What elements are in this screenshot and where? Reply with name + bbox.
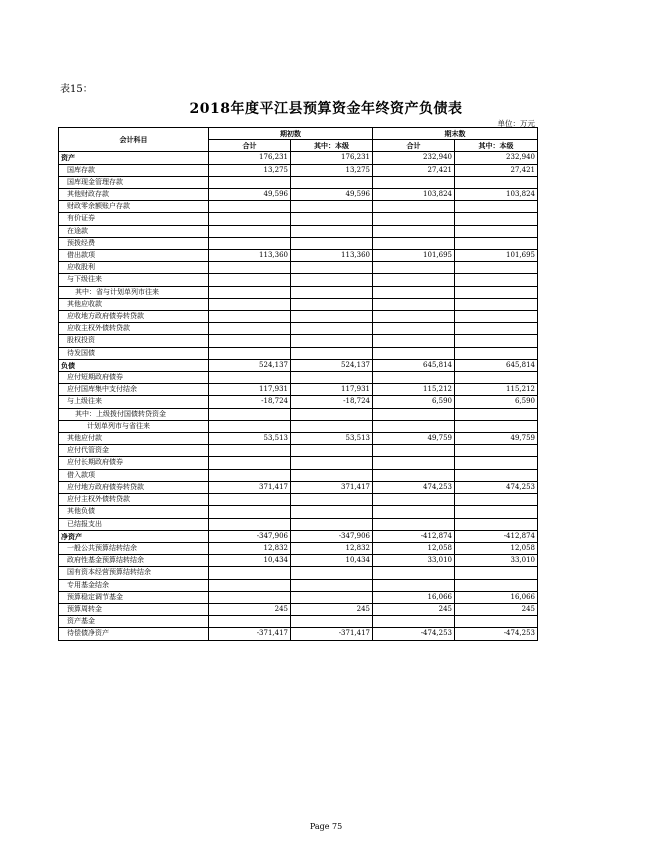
row-label: 应付长期政府债券 <box>59 457 209 469</box>
row-label: 已结报支出 <box>59 518 209 530</box>
column-header-start-total: 合计 <box>209 140 291 152</box>
column-header-start-local: 其中：本级 <box>291 140 373 152</box>
cell-end-total: 6,590 <box>373 396 455 408</box>
table-row <box>59 323 538 335</box>
cell-start-local <box>291 445 373 457</box>
row-label: 与下级往来 <box>59 274 209 286</box>
cell-end-total <box>373 518 455 530</box>
row-label: 其他应收款 <box>59 298 209 310</box>
table-row <box>59 494 538 506</box>
cell-end-local: 33,010 <box>455 555 538 567</box>
cell-end-total: 245 <box>373 603 455 615</box>
cell-end-local <box>455 237 538 249</box>
table-row <box>59 506 538 518</box>
row-label: 国库存款 <box>59 164 209 176</box>
cell-end-local: -412,874 <box>455 530 538 542</box>
table-number-label: 表15： <box>60 84 93 95</box>
cell-end-total <box>373 225 455 237</box>
cell-end-total <box>373 469 455 481</box>
cell-end-total <box>373 372 455 384</box>
balance-sheet-table <box>58 127 538 641</box>
cell-start-local <box>291 176 373 188</box>
row-label: 资产 <box>59 152 209 164</box>
cell-end-total <box>373 616 455 628</box>
table-row <box>59 311 538 323</box>
cell-end-local <box>455 274 538 286</box>
cell-start-local <box>291 323 373 335</box>
cell-end-total: 645,814 <box>373 359 455 371</box>
table-row <box>59 225 538 237</box>
cell-end-total <box>373 567 455 579</box>
table-row <box>59 201 538 213</box>
cell-start-local <box>291 201 373 213</box>
cell-start-total <box>209 408 291 420</box>
cell-end-total: 33,010 <box>373 555 455 567</box>
cell-end-local: 16,066 <box>455 591 538 603</box>
cell-end-total: 12,058 <box>373 542 455 554</box>
cell-start-total: -347,906 <box>209 530 291 542</box>
cell-start-total: 13,275 <box>209 164 291 176</box>
row-label: 计划单列市与省往来 <box>59 420 209 432</box>
table-row <box>59 603 538 615</box>
cell-end-local <box>455 445 538 457</box>
row-label: 应付短期政府债券 <box>59 372 209 384</box>
cell-start-local: -371,417 <box>291 628 373 640</box>
row-label: 应收地方政府债券转贷款 <box>59 311 209 323</box>
row-label: 待发国债 <box>59 347 209 359</box>
cell-end-local <box>455 225 538 237</box>
cell-start-total <box>209 372 291 384</box>
cell-start-total: 117,931 <box>209 384 291 396</box>
cell-end-total <box>373 445 455 457</box>
cell-end-total <box>373 237 455 249</box>
cell-end-local <box>455 408 538 420</box>
cell-start-local: 371,417 <box>291 481 373 493</box>
row-label: 借入款项 <box>59 469 209 481</box>
row-label: 其他负债 <box>59 506 209 518</box>
table-row <box>59 408 538 420</box>
cell-end-local <box>455 457 538 469</box>
cell-end-local: 6,590 <box>455 396 538 408</box>
row-label: 应付主权外债转贷款 <box>59 494 209 506</box>
cell-end-total <box>373 408 455 420</box>
cell-end-local: -474,253 <box>455 628 538 640</box>
cell-end-local <box>455 567 538 579</box>
cell-start-total <box>209 494 291 506</box>
column-header-end-total: 合计 <box>373 140 455 152</box>
table-row <box>59 579 538 591</box>
cell-start-total: 49,596 <box>209 189 291 201</box>
table-row <box>59 335 538 347</box>
column-header-end-local: 其中：本级 <box>455 140 538 152</box>
table-row <box>59 530 538 542</box>
table-row <box>59 481 538 493</box>
cell-start-local <box>291 286 373 298</box>
row-label: 国有资本经营预算结转结余 <box>59 567 209 579</box>
cell-end-local <box>455 262 538 274</box>
cell-end-local: 101,695 <box>455 250 538 262</box>
cell-start-local <box>291 298 373 310</box>
table-row <box>59 237 538 249</box>
table-row <box>59 555 538 567</box>
row-label: 资产基金 <box>59 616 209 628</box>
row-label: 在途款 <box>59 225 209 237</box>
cell-start-local: 524,137 <box>291 359 373 371</box>
table-row <box>59 164 538 176</box>
row-label: 应收股利 <box>59 262 209 274</box>
table-row <box>59 567 538 579</box>
cell-end-local: 232,940 <box>455 152 538 164</box>
table-row <box>59 457 538 469</box>
cell-start-total <box>209 567 291 579</box>
cell-end-local <box>455 311 538 323</box>
cell-end-local <box>455 347 538 359</box>
cell-start-local: 12,832 <box>291 542 373 554</box>
cell-start-total <box>209 298 291 310</box>
row-label: 应付代管资金 <box>59 445 209 457</box>
cell-end-local: 12,058 <box>455 542 538 554</box>
cell-end-total <box>373 274 455 286</box>
header-row-1 <box>59 128 538 140</box>
table-row <box>59 250 538 262</box>
cell-start-total <box>209 237 291 249</box>
cell-end-total: -474,253 <box>373 628 455 640</box>
cell-end-local: 115,212 <box>455 384 538 396</box>
row-label: 国库现金管理存款 <box>59 176 209 188</box>
cell-start-total: 12,832 <box>209 542 291 554</box>
table-row <box>59 372 538 384</box>
cell-end-total: 103,824 <box>373 189 455 201</box>
cell-start-total <box>209 420 291 432</box>
table-body <box>59 152 538 640</box>
table-row <box>59 298 538 310</box>
cell-start-local <box>291 567 373 579</box>
cell-end-total <box>373 335 455 347</box>
cell-start-total: -18,724 <box>209 396 291 408</box>
row-label: 其中：省与计划单列市往来 <box>59 286 209 298</box>
cell-start-local: -18,724 <box>291 396 373 408</box>
cell-start-total <box>209 201 291 213</box>
cell-end-local <box>455 494 538 506</box>
cell-start-local <box>291 616 373 628</box>
cell-end-local: 245 <box>455 603 538 615</box>
row-label: 待偿债净资产 <box>59 628 209 640</box>
cell-start-total <box>209 335 291 347</box>
cell-start-total <box>209 274 291 286</box>
table-row <box>59 628 538 640</box>
cell-end-local <box>455 335 538 347</box>
cell-end-local <box>455 176 538 188</box>
cell-end-local: 49,759 <box>455 433 538 445</box>
column-header-period-end: 期末数 <box>373 128 538 140</box>
cell-end-total <box>373 420 455 432</box>
table-row <box>59 274 538 286</box>
cell-end-total: 101,695 <box>373 250 455 262</box>
cell-start-total: 176,231 <box>209 152 291 164</box>
cell-start-local: 49,596 <box>291 189 373 201</box>
cell-start-total: 53,513 <box>209 433 291 445</box>
table-row <box>59 542 538 554</box>
row-label: 预算稳定调节基金 <box>59 591 209 603</box>
cell-start-local: 10,434 <box>291 555 373 567</box>
cell-end-local <box>455 420 538 432</box>
row-label: 预算周转金 <box>59 603 209 615</box>
cell-end-local: 27,421 <box>455 164 538 176</box>
cell-end-local <box>455 323 538 335</box>
cell-start-total: 113,360 <box>209 250 291 262</box>
row-label: 其中：上级拨付国债转贷资金 <box>59 408 209 420</box>
cell-start-local: 245 <box>291 603 373 615</box>
cell-start-local: -347,906 <box>291 530 373 542</box>
cell-start-total <box>209 176 291 188</box>
cell-start-total <box>209 591 291 603</box>
cell-start-total <box>209 445 291 457</box>
row-label: 财政零余额账户存款 <box>59 201 209 213</box>
cell-end-total <box>373 494 455 506</box>
cell-start-total <box>209 286 291 298</box>
cell-start-local <box>291 213 373 225</box>
table-row <box>59 616 538 628</box>
cell-end-total: -412,874 <box>373 530 455 542</box>
cell-start-total <box>209 323 291 335</box>
cell-end-local <box>455 469 538 481</box>
cell-end-total <box>373 286 455 298</box>
cell-end-total: 16,066 <box>373 591 455 603</box>
cell-end-local <box>455 518 538 530</box>
cell-start-local <box>291 494 373 506</box>
cell-start-total <box>209 616 291 628</box>
cell-end-total <box>373 213 455 225</box>
row-label: 政府性基金预算结转结余 <box>59 555 209 567</box>
cell-end-total: 49,759 <box>373 433 455 445</box>
cell-start-total: 524,137 <box>209 359 291 371</box>
row-label: 应付地方政府债券转贷款 <box>59 481 209 493</box>
row-label: 一般公共预算结转结余 <box>59 542 209 554</box>
cell-start-local: 113,360 <box>291 250 373 262</box>
row-label: 其他应付款 <box>59 433 209 445</box>
cell-start-total <box>209 225 291 237</box>
cell-end-local <box>455 298 538 310</box>
cell-start-local <box>291 237 373 249</box>
cell-end-total <box>373 201 455 213</box>
table-row <box>59 286 538 298</box>
page-number: Page 75 <box>309 822 343 831</box>
row-label: 负债 <box>59 359 209 371</box>
cell-start-local <box>291 420 373 432</box>
table-row <box>59 518 538 530</box>
table-row <box>59 176 538 188</box>
cell-end-local <box>455 372 538 384</box>
cell-start-local <box>291 408 373 420</box>
table-row <box>59 262 538 274</box>
cell-start-local <box>291 579 373 591</box>
table-row <box>59 213 538 225</box>
cell-end-total <box>373 311 455 323</box>
cell-start-local: 13,275 <box>291 164 373 176</box>
cell-end-total: 27,421 <box>373 164 455 176</box>
cell-end-local: 474,253 <box>455 481 538 493</box>
cell-start-total <box>209 518 291 530</box>
row-label: 其他财政存款 <box>59 189 209 201</box>
cell-end-local <box>455 506 538 518</box>
cell-start-total <box>209 579 291 591</box>
cell-end-total <box>373 298 455 310</box>
cell-start-local <box>291 372 373 384</box>
cell-end-total: 474,253 <box>373 481 455 493</box>
row-label: 借出款项 <box>59 250 209 262</box>
column-header-item: 会计科目 <box>59 128 209 152</box>
cell-end-total <box>373 262 455 274</box>
cell-start-local: 53,513 <box>291 433 373 445</box>
unit-label: 单位：万元 <box>497 119 535 128</box>
row-label: 预拨经费 <box>59 237 209 249</box>
cell-end-total <box>373 457 455 469</box>
row-label: 有价证券 <box>59 213 209 225</box>
cell-end-local <box>455 579 538 591</box>
cell-end-total: 115,212 <box>373 384 455 396</box>
cell-start-total: 245 <box>209 603 291 615</box>
cell-start-total: 371,417 <box>209 481 291 493</box>
cell-end-total <box>373 506 455 518</box>
cell-start-local <box>291 591 373 603</box>
cell-end-local <box>455 616 538 628</box>
row-label: 应付国库集中支付结余 <box>59 384 209 396</box>
row-label: 股权投资 <box>59 335 209 347</box>
cell-start-local <box>291 225 373 237</box>
cell-start-total <box>209 311 291 323</box>
column-header-period-start: 期初数 <box>209 128 373 140</box>
table-row <box>59 152 538 164</box>
cell-start-local <box>291 457 373 469</box>
cell-end-total <box>373 579 455 591</box>
cell-start-local <box>291 262 373 274</box>
cell-start-local: 117,931 <box>291 384 373 396</box>
cell-start-total <box>209 262 291 274</box>
cell-start-total: -371,417 <box>209 628 291 640</box>
row-label: 专用基金结余 <box>59 579 209 591</box>
table-row <box>59 420 538 432</box>
table-row <box>59 445 538 457</box>
cell-start-local <box>291 469 373 481</box>
cell-start-total <box>209 457 291 469</box>
table-row <box>59 189 538 201</box>
table-row <box>59 384 538 396</box>
table-row <box>59 469 538 481</box>
cell-end-total <box>373 347 455 359</box>
cell-end-total <box>373 176 455 188</box>
row-label: 与上级往来 <box>59 396 209 408</box>
cell-start-local <box>291 506 373 518</box>
document-title: 2018年度平江县预算资金年终资产负债表 <box>189 101 463 117</box>
cell-end-local <box>455 213 538 225</box>
cell-start-total <box>209 213 291 225</box>
table-row <box>59 347 538 359</box>
table-row <box>59 359 538 371</box>
table-row <box>59 591 538 603</box>
cell-end-local: 645,814 <box>455 359 538 371</box>
cell-start-total <box>209 469 291 481</box>
cell-start-local: 176,231 <box>291 152 373 164</box>
cell-start-local <box>291 274 373 286</box>
cell-end-total: 232,940 <box>373 152 455 164</box>
cell-end-local <box>455 286 538 298</box>
cell-start-total <box>209 506 291 518</box>
row-label: 应收主权外债转贷款 <box>59 323 209 335</box>
row-label: 净资产 <box>59 530 209 542</box>
cell-end-local <box>455 201 538 213</box>
cell-start-total <box>209 347 291 359</box>
cell-start-local <box>291 347 373 359</box>
cell-end-local: 103,824 <box>455 189 538 201</box>
cell-start-local <box>291 311 373 323</box>
cell-start-local <box>291 518 373 530</box>
table-row <box>59 396 538 408</box>
cell-start-total: 10,434 <box>209 555 291 567</box>
table-row <box>59 433 538 445</box>
cell-end-total <box>373 323 455 335</box>
cell-start-local <box>291 335 373 347</box>
